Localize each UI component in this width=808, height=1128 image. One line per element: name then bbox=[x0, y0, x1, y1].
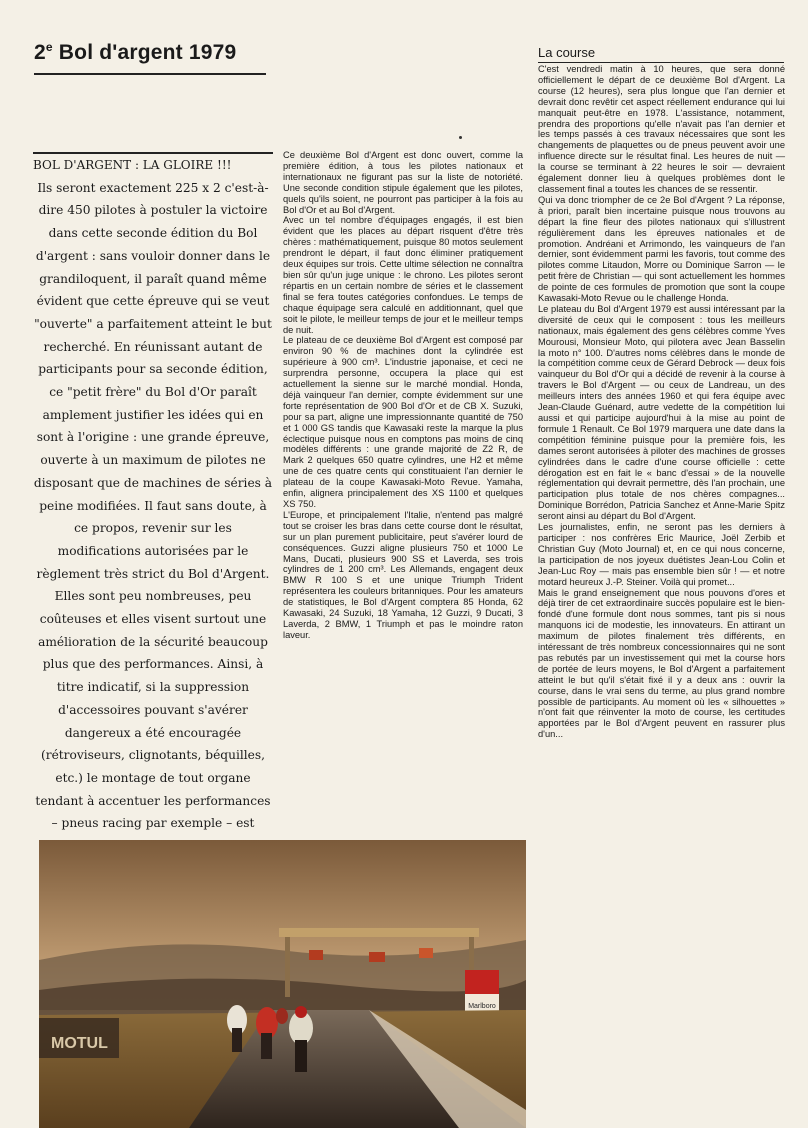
paragraph: Qui va donc triompher de ce 2e Bol d'Argent ? La réponse, à priori, paraît bien incertaine puisque nous trouvons au départ la fine fleur des pilotes nationaux qui s'illustrent régulièrement dans les épreuves nationales et de promotion. Andréani et Arrimondo, les vainqueurs de l'an dernier, sont évidemment parmi les favoris, tout comme des pilotes comme Litaudon, Morre ou Dominique Sarron — le petit frère de Christian — qui sont actuellement les hommes de pointe de ces formules de promotion que sont la coupe Kawasaki-Moto Revue ou le challenge Honda. bbox=[538, 194, 785, 304]
stray-dot bbox=[459, 136, 462, 139]
article-column-2 bbox=[283, 150, 523, 825]
page-title bbox=[34, 40, 266, 75]
race-photo bbox=[39, 840, 526, 1128]
paragraph: Ce deuxième Bol d'Argent est donc ouvert, comme la première édition, à tous les pilotes nationaux et internationaux ne figurant pas sur la liste de notoriété. Une seconde condition stipule également que les pilotes, quels qu'ils soient, ne pourront pas participer à la fois au Bol d'Or et au Bol d'Argent. bbox=[283, 150, 523, 215]
paragraph: L'Europe, et principalement l'Italie, n'entend pas malgré tout se croiser les bras dans cette course dont le résultat, sur un plan purement publicitaire, peut s'avérer lourd de conséquences. Guzzi aligne plusieurs 750 et 1000 Le Mans, Ducati, plusieurs 900 SS et Laverda, ses trois cylindres de 1 200 cm³. Les Allemands, engagent deux BMW R 100 S et une unique Triumph Trident représentera les couleurs britanniques. Pour les amateurs de statistiques, le Bol d'Argent comptera 85 Honda, 62 Kawasaki, 24 Suzuki, 18 Yamaha, 12 Guzzi, 9 Ducati, 3 Laverda, 2 BMW, 1 Triumph et pas le moindre raton laveur. bbox=[283, 509, 523, 640]
paragraph: Avec un tel nombre d'équipages engagés, il est bien évident que les places au départ risquent d'être très chères : mathématiquement, puisque 80 motos seulement prendront le départ, il faut donc éliminer pratiquement deux équipes sur trois. Cette ultime sélection ne connaîtra bien sûr qu'un juge unique : le chrono. Les pilotes seront répartis en un certain nombre de séries et le classement final se fera toutes catégories confondues. Le temps de chaque équipage sera calculé en additionnant, quel que soit le pilote, le meilleur temps de jour et le meilleur temps de nuit. bbox=[283, 215, 523, 335]
motul-sign: MOTUL bbox=[51, 1035, 108, 1052]
title-text: Bol d'argent 1979 bbox=[52, 41, 237, 64]
section-heading: La course bbox=[538, 45, 784, 63]
paragraph: Le plateau du Bol d'Argent 1979 est aussi intéressant par la diversité de ceux qui le composent : tous les meilleurs nationaux, mais également des gens célèbres comme Yves Mourousi, Monsieur Moto, qui pilotera avec Jean Basselin la moto n° 100. D'autres noms célèbres dans le monde de la compétition comme ceux de Gérard Debrock — deux fois vainqueur du Bol d'Or qui a décidé de revenir à la course à travers le Bol d'Argent — ou ceux de Landreau, un des meilleurs inters des années 1960 et qui fera équipe avec Jean-Claude Guénard, autre vedette de la compétition lui aussi et qui participe aujourd'hui à la mise au point de formule 1 Renault. Ce Bol 1979 marquera une date dans la compétition féminine puisque pour la première fois, les dames seront autorisées à piloter des machines de grosses cylindrées dans le cadre d'une course officielle : cette dérogation est en fait le « banc d'essai » de la nouvelle réglementation qui devrait permettre, dès l'an prochain, une participation plus totale de nos chères compagnes... Dominique Borrédon, Patricia Sanchez et Anne-Marie Spitz seront ainsi au départ du Bol d'Argent. bbox=[538, 303, 785, 522]
marlboro-sign: Marlboro bbox=[468, 1003, 496, 1010]
intro-text: Ils seront exactement 225 x 2 c'est-à-dire 450 pilotes à postuler la victoire dans cette seconde édition du Bol d'argent : sans vouloir donner dans le grandiloquent, il paraît quand même évident que cette épreuve qui se veut "ouverte" a parfaitement atteint le but recherché. En réunissant autant de participants pour sa seconde édition, ce "petit frère" du Bol d'Or paraît amplement justifier les idées qui en sont à l'origine : une grande épreuve, ouverte à un maximum de pilotes ne disposant que de machines de séries à peine modifiées. Il faut sans doute, à ce propos, revenir sur les modifications autorisées par le règlement très strict du Bol d'Argent. Elles sont peu nombreuses, peu coûteuses et elles visent surtout une amélioration de la sécurité beaucoup plus que des performances. Ainsi, à titre indicatif, si la suppression d'accessoires pouvant s'avérer dangereux a été encouragée (rétroviseurs, clignotants, béquilles, etc.) le montage de tout organe tendant à accentuer les performances – pneus racing par exemple – est bbox=[33, 180, 273, 831]
title-number: 2 bbox=[34, 41, 46, 64]
paragraph: Mais le grand enseignement que nous pouvons d'ores et déjà tirer de cet extraordinaire succès populaire est le bien-fondé d'une formule dont nous sommes, tant pis si nous manquons ici de modestie, les innovateurs. En attirant un maximum de pilotes finalement très différents, en intéressant de très nombreux concessionnaires qui ne sont pas rebutés par un investissement qui met la course hors de portée de leurs moyens, le Bol d'Argent a parfaitement atteint le but qu'il s'était fixé il y a deux ans : ouvrir la course, dans le vrai sens du terme, au plus grand nombre possible de participants. Au moment où les « silhouettes » n'ont fait que réinventer la moto de course, les certitudes apportées par le Bol d'Argent peuvent en rassurer plus d'un... bbox=[538, 587, 785, 740]
paragraph: Les journalistes, enfin, ne seront pas les derniers à participer : nos confrères Eric Maurice, Joël Zerbib et Christian Guy (Moto Journal) et, en ce qui nous concerne, la participation de nos joyeux duétistes Jean-Lou Colin et Jean-Luc Roy — mais pas ensemble bien sûr ! — et notre motard heureux J.-P. Steiner. Voilà qui promet... bbox=[538, 522, 785, 587]
race-photo-illustration bbox=[39, 840, 526, 1128]
title-superscript: e bbox=[45, 40, 53, 54]
article-column-3 bbox=[538, 64, 785, 1069]
paragraph: C'est vendredi matin à 10 heures, que sera donné officiellement le départ de ce deuxième Bol d'Argent. La course (12 heures), sera plus longue que l'an dernier et devrait donc revêtir cet aspect réellement endurance qui lui manquait peut-être en 1978. L'assistance, notamment, prendra des proportions qu'elle n'avait pas l'an dernier et les temps passés à ces travaux nécessaires que sont les changements de plaquettes ou de pneus peuvent avoir une influence directe sur le résultat final. Les heures de nuit — la course se terminant à 22 heures le soir — devraient également donner lieu à quelques problèmes dont le classement final a toutes les chances de se ressentir. bbox=[538, 64, 785, 194]
paragraph: Le plateau de ce deuxième Bol d'Argent est composé par environ 90 % de machines dont la cylindrée est supérieure à 900 cm³. L'industrie japonaise, et ceci ne surprendra personne, occupera la place qui est actuellement la sienne sur le marché mondial. Honda, déjà vainqueur l'an dernier, compte évidemment sur une forte représentation de 900 Bol d'Or et de CB X. Suzuki, pour sa part, aligne une impressionnante quantité de 750 et 1 000 GS tandis que Kawasaki reste la marque la plus éclectique puisque nous en comptons pas moins de cinq modèles différents : une grande majorité de Z2 R, de Mark 2 quelques 650 quatre cylindres, une H2 et même une de ces quatre cents qui constituaient l'an dernier le plateau de la coupe Kawasaki-Moto Revue. Yamaha, enfin, alignera principalement des XS 1100 et quelques XS 750. bbox=[283, 335, 523, 509]
intro-box bbox=[33, 152, 273, 831]
intro-lead: BOL D'ARGENT : LA GLOIRE !!! bbox=[33, 158, 232, 172]
